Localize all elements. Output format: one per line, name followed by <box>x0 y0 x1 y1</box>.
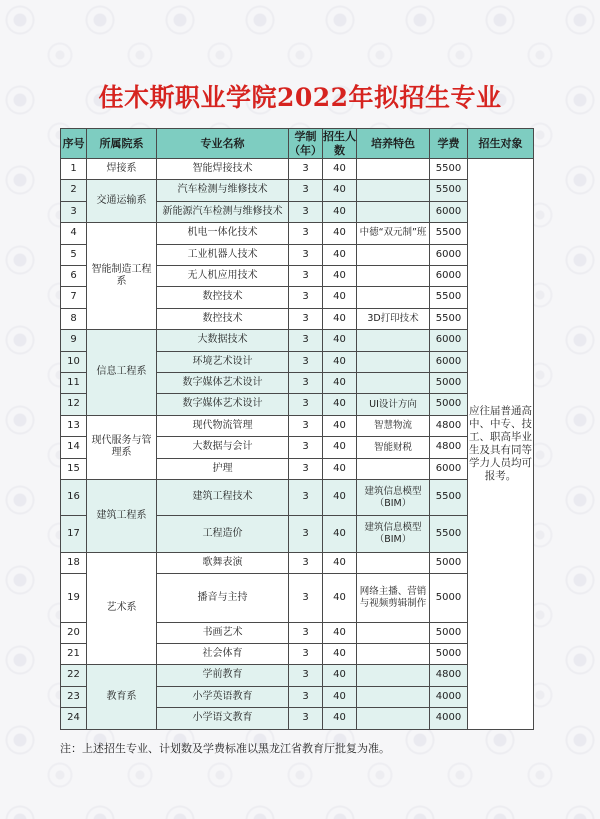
cell-years: 3 <box>289 223 323 244</box>
cell-feature <box>357 266 430 287</box>
cell-feature <box>357 373 430 394</box>
cell-fee: 4800 <box>430 437 468 458</box>
cell-count: 40 <box>323 394 357 415</box>
cell-no: 16 <box>61 480 87 516</box>
cell-fee: 4000 <box>430 708 468 730</box>
cell-no: 12 <box>61 394 87 415</box>
cell-years: 3 <box>289 665 323 686</box>
department-cell: 交通运输系 <box>87 180 157 223</box>
cell-no: 7 <box>61 287 87 308</box>
cell-major: 新能源汽车检测与维修技术 <box>157 201 289 222</box>
cell-years: 3 <box>289 330 323 351</box>
cell-years: 3 <box>289 308 323 329</box>
header-fee: 学费 <box>430 129 468 159</box>
cell-fee: 6000 <box>430 351 468 372</box>
cell-no: 6 <box>61 266 87 287</box>
cell-major: 数控技术 <box>157 308 289 329</box>
cell-feature <box>357 622 430 643</box>
cell-no: 18 <box>61 552 87 573</box>
cell-feature: UI设计方向 <box>357 394 430 415</box>
department-cell: 艺术系 <box>87 552 157 665</box>
cell-years: 3 <box>289 180 323 201</box>
department-cell: 教育系 <box>87 665 157 730</box>
cell-years: 3 <box>289 201 323 222</box>
cell-no: 3 <box>61 201 87 222</box>
cell-count: 40 <box>323 159 357 180</box>
cell-count: 40 <box>323 573 357 622</box>
cell-major: 书画艺术 <box>157 622 289 643</box>
cell-major: 歌舞表演 <box>157 552 289 573</box>
page-title: 佳木斯职业学院2022年拟招生专业 <box>98 83 502 112</box>
cell-major: 社会体育 <box>157 644 289 665</box>
cell-count: 40 <box>323 516 357 552</box>
cell-feature: 智能财税 <box>357 437 430 458</box>
cell-fee: 5500 <box>430 159 468 180</box>
cell-fee: 5000 <box>430 573 468 622</box>
cell-years: 3 <box>289 480 323 516</box>
cell-years: 3 <box>289 686 323 707</box>
cell-fee: 4000 <box>430 686 468 707</box>
cell-count: 40 <box>323 622 357 643</box>
table-row <box>61 159 534 180</box>
cell-feature: 智慧物流 <box>357 415 430 436</box>
cell-feature <box>357 665 430 686</box>
cell-feature <box>357 330 430 351</box>
cell-no: 24 <box>61 708 87 730</box>
cell-no: 1 <box>61 159 87 180</box>
cell-count: 40 <box>323 351 357 372</box>
cell-no: 20 <box>61 622 87 643</box>
department-cell: 焊接系 <box>87 159 157 180</box>
cell-no: 4 <box>61 223 87 244</box>
cell-years: 3 <box>289 622 323 643</box>
cell-fee: 6000 <box>430 266 468 287</box>
cell-count: 40 <box>323 244 357 265</box>
department-cell: 现代服务与管理系 <box>87 415 157 479</box>
cell-no: 17 <box>61 516 87 552</box>
cell-no: 9 <box>61 330 87 351</box>
department-cell: 智能制造工程系 <box>87 223 157 330</box>
cell-years: 3 <box>289 437 323 458</box>
cell-count: 40 <box>323 708 357 730</box>
cell-major: 大数据与会计 <box>157 437 289 458</box>
cell-count: 40 <box>323 201 357 222</box>
cell-major: 汽车检测与维修技术 <box>157 180 289 201</box>
cell-fee: 5000 <box>430 394 468 415</box>
table-row <box>61 480 534 516</box>
cell-feature <box>357 708 430 730</box>
cell-fee: 4800 <box>430 665 468 686</box>
cell-major: 学前教育 <box>157 665 289 686</box>
cell-count: 40 <box>323 330 357 351</box>
cell-major: 工业机器人技术 <box>157 244 289 265</box>
cell-feature <box>357 458 430 479</box>
cell-years: 3 <box>289 708 323 730</box>
cell-fee: 6000 <box>430 201 468 222</box>
cell-feature <box>357 552 430 573</box>
cell-major: 数字媒体艺术设计 <box>157 373 289 394</box>
cell-fee: 6000 <box>430 330 468 351</box>
table-row <box>61 552 534 573</box>
cell-count: 40 <box>323 437 357 458</box>
cell-feature <box>357 644 430 665</box>
cell-major: 小学英语教育 <box>157 686 289 707</box>
cell-years: 3 <box>289 644 323 665</box>
table-row <box>61 415 534 436</box>
cell-fee: 5500 <box>430 516 468 552</box>
header-target: 招生对象 <box>468 129 534 159</box>
cell-fee: 5000 <box>430 552 468 573</box>
table-header-row <box>61 129 534 159</box>
cell-fee: 5500 <box>430 287 468 308</box>
cell-major: 环境艺术设计 <box>157 351 289 372</box>
cell-years: 3 <box>289 573 323 622</box>
header-feature: 培养特色 <box>357 129 430 159</box>
cell-fee: 5500 <box>430 480 468 516</box>
cell-fee: 4800 <box>430 415 468 436</box>
cell-years: 3 <box>289 458 323 479</box>
cell-count: 40 <box>323 686 357 707</box>
cell-feature <box>357 159 430 180</box>
cell-count: 40 <box>323 180 357 201</box>
cell-major: 机电一体化技术 <box>157 223 289 244</box>
cell-count: 40 <box>323 415 357 436</box>
cell-count: 40 <box>323 287 357 308</box>
department-cell: 信息工程系 <box>87 330 157 416</box>
header-department: 所属院系 <box>87 129 157 159</box>
cell-years: 3 <box>289 287 323 308</box>
admissions-table <box>60 128 534 730</box>
cell-major: 数控技术 <box>157 287 289 308</box>
header-count: 招生人数 <box>323 129 356 157</box>
header-no: 序号 <box>61 129 87 159</box>
cell-count: 40 <box>323 480 357 516</box>
cell-years: 3 <box>289 266 323 287</box>
cell-feature <box>357 287 430 308</box>
cell-feature: 3D打印技术 <box>357 308 430 329</box>
cell-feature: 建筑信息模型（BIM） <box>357 480 430 516</box>
table-row <box>61 665 534 686</box>
cell-feature <box>357 201 430 222</box>
cell-fee: 5500 <box>430 223 468 244</box>
admission-target-cell: 应往届普通高中、中专、技工、职高毕业生及具有同等学力人员均可报考。 <box>468 159 534 730</box>
cell-no: 22 <box>61 665 87 686</box>
cell-years: 3 <box>289 516 323 552</box>
cell-count: 40 <box>323 373 357 394</box>
department-cell: 建筑工程系 <box>87 480 157 552</box>
cell-feature <box>357 180 430 201</box>
cell-no: 15 <box>61 458 87 479</box>
cell-fee: 5000 <box>430 622 468 643</box>
cell-count: 40 <box>323 458 357 479</box>
cell-no: 14 <box>61 437 87 458</box>
cell-feature <box>357 351 430 372</box>
cell-years: 3 <box>289 415 323 436</box>
cell-years: 3 <box>289 552 323 573</box>
table-row <box>61 180 534 201</box>
cell-major: 数字媒体艺术设计 <box>157 394 289 415</box>
cell-years: 3 <box>289 373 323 394</box>
footnote: 注：上述招生专业、计划数及学费标准以黑龙江省教育厅批复为准。 <box>60 742 390 755</box>
header-major: 专业名称 <box>157 129 289 159</box>
cell-major: 建筑工程技术 <box>157 480 289 516</box>
cell-major: 工程造价 <box>157 516 289 552</box>
table-row <box>61 223 534 244</box>
cell-no: 23 <box>61 686 87 707</box>
cell-no: 5 <box>61 244 87 265</box>
cell-major: 智能焊接技术 <box>157 159 289 180</box>
cell-fee: 5500 <box>430 308 468 329</box>
cell-no: 11 <box>61 373 87 394</box>
cell-fee: 6000 <box>430 458 468 479</box>
cell-no: 2 <box>61 180 87 201</box>
cell-major: 现代物流管理 <box>157 415 289 436</box>
cell-major: 护理 <box>157 458 289 479</box>
cell-feature: 建筑信息模型（BIM） <box>357 516 430 552</box>
cell-count: 40 <box>323 552 357 573</box>
table-row <box>61 330 534 351</box>
cell-major: 小学语文教育 <box>157 708 289 730</box>
cell-major: 播音与主持 <box>157 573 289 622</box>
cell-feature <box>357 244 430 265</box>
cell-fee: 5000 <box>430 373 468 394</box>
cell-no: 13 <box>61 415 87 436</box>
header-years: 学制（年） <box>289 129 322 157</box>
cell-count: 40 <box>323 644 357 665</box>
cell-years: 3 <box>289 351 323 372</box>
cell-years: 3 <box>289 394 323 415</box>
cell-count: 40 <box>323 665 357 686</box>
cell-fee: 5000 <box>430 644 468 665</box>
cell-count: 40 <box>323 308 357 329</box>
cell-major: 大数据技术 <box>157 330 289 351</box>
cell-feature: 网络主播、营销与视频剪辑制作 <box>357 573 430 622</box>
cell-count: 40 <box>323 223 357 244</box>
cell-major: 无人机应用技术 <box>157 266 289 287</box>
cell-no: 19 <box>61 573 87 622</box>
cell-feature <box>357 686 430 707</box>
cell-years: 3 <box>289 159 323 180</box>
cell-no: 8 <box>61 308 87 329</box>
cell-no: 21 <box>61 644 87 665</box>
cell-feature: 中德“双元制”班 <box>357 223 430 244</box>
cell-years: 3 <box>289 244 323 265</box>
cell-fee: 5500 <box>430 180 468 201</box>
cell-no: 10 <box>61 351 87 372</box>
cell-fee: 6000 <box>430 244 468 265</box>
cell-count: 40 <box>323 266 357 287</box>
